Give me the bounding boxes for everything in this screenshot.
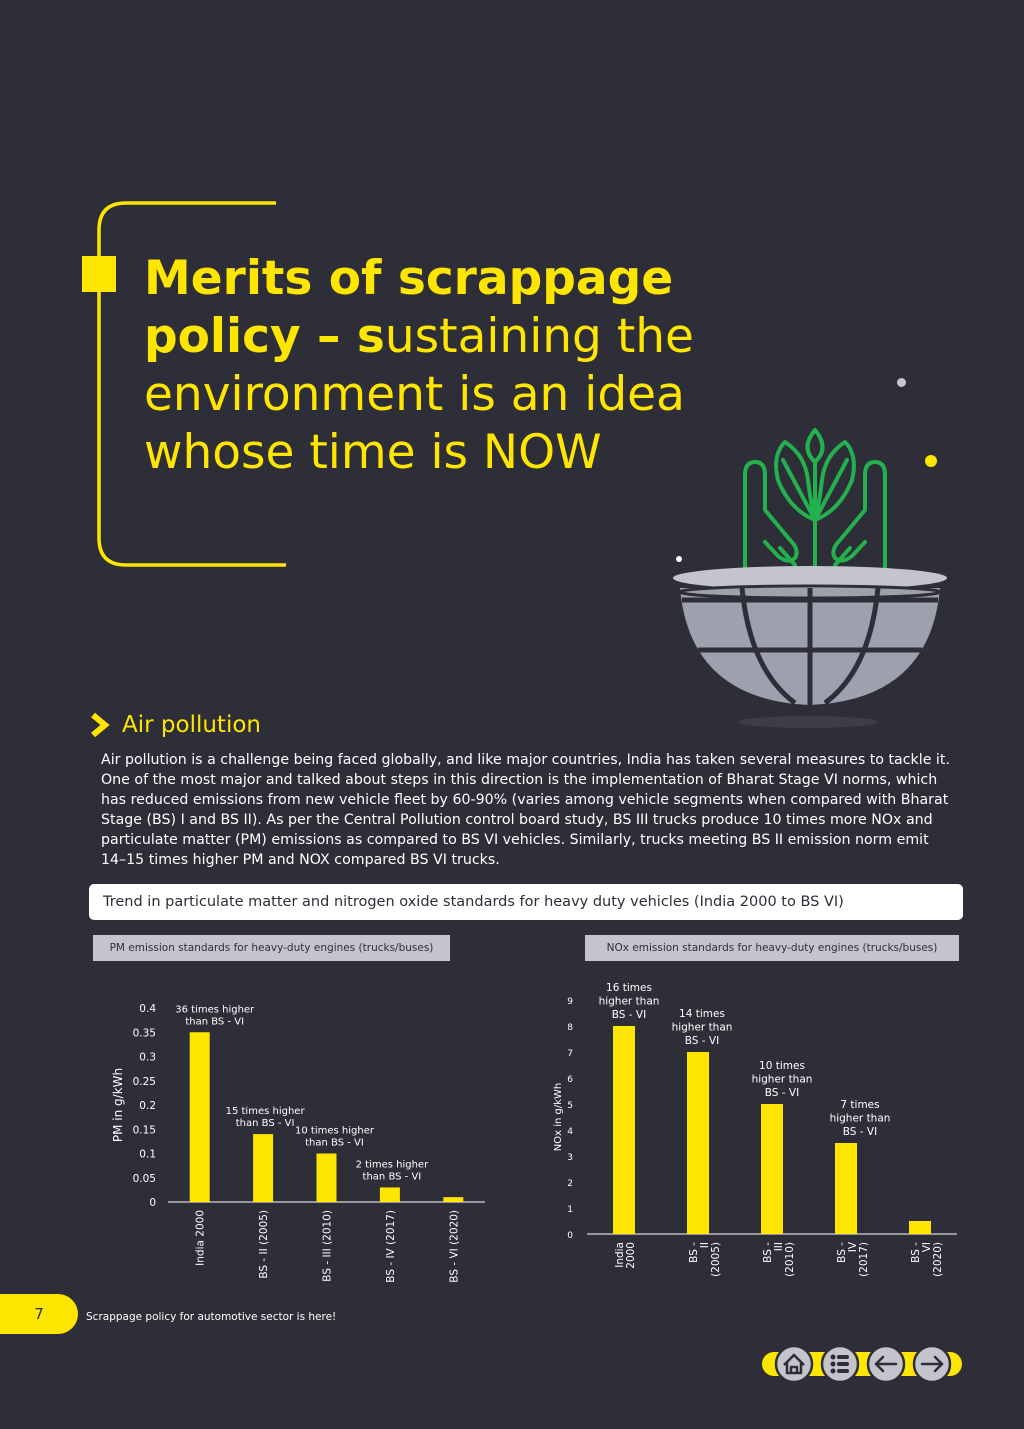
bar: [909, 1221, 931, 1234]
x-category-label: BS -IV(2017): [836, 1242, 870, 1277]
bar: [380, 1187, 400, 1202]
y-tick-label: 0.4: [139, 1003, 156, 1015]
bar: [317, 1154, 337, 1203]
x-category-label: BS -III(2010): [762, 1242, 796, 1277]
page-number: 7: [34, 1305, 44, 1323]
y-tick-label: 0.3: [139, 1051, 156, 1064]
chevron-right-icon: [88, 712, 114, 738]
x-category-label: BS - II (2005): [258, 1210, 271, 1279]
x-category-label: India 2000: [194, 1210, 207, 1266]
menu-button[interactable]: [822, 1346, 858, 1382]
previous-page-button[interactable]: [868, 1346, 904, 1382]
section-heading: [88, 710, 261, 740]
bar: [190, 1032, 210, 1202]
y-tick-label: 0: [149, 1197, 156, 1209]
bar-annotation: 7 times higher than BS - VI: [829, 1099, 891, 1138]
y-axis-label: PM in g/kWh: [111, 1067, 125, 1143]
y-tick-label: 4: [567, 1127, 573, 1137]
next-page-button[interactable]: [914, 1346, 950, 1382]
bar-annotation: 2 times higher than BS - VI: [355, 1159, 429, 1183]
y-tick-label: 0.15: [132, 1124, 156, 1137]
y-tick-label: 3: [567, 1153, 573, 1163]
trend-title: Trend in particulate matter and nitrogen oxide standards for heavy duty vehicles (India 2000 to BS VI): [103, 894, 844, 910]
bar-annotation: 36 times higher than BS - VI: [175, 1004, 255, 1028]
section-heading-label: Air pollution: [122, 712, 261, 738]
navigation-bar: [760, 1342, 964, 1386]
home-button[interactable]: [776, 1346, 812, 1382]
section-body: Air pollution is a challenge being faced globally, and like major countries, India has taken several measures to tackle it. One of the most major and talked about steps in this direction is the implementation of Bharat Stage VI norms, which has reduced emissions from new vehicle fleet by 60-90% (varies among vehicle segments when compared with Bharat Stage (BS) I and BS II). As per the Central Pollution control board study, BS III trucks produce 10 times more NOx and particulate matter (PM) emissions as compared to BS VI vehicles. Similarly, trucks meeting BS II emission norm emit 14–15 times higher PM and NOX compared BS VI trucks.: [101, 752, 950, 868]
y-tick-label: 0.35: [132, 1027, 156, 1040]
page-number-tab: [0, 1294, 78, 1334]
bar-annotation: 14 times higher than BS - VI: [671, 1008, 733, 1047]
bar-annotation: 15 times higher than BS - VI: [225, 1106, 305, 1130]
y-tick-label: 6: [567, 1075, 573, 1085]
y-tick-label: 2: [567, 1179, 573, 1189]
y-tick-label: 0.25: [132, 1075, 156, 1088]
globe-plant-icon: [660, 370, 960, 740]
bar-annotation: 16 times higher than BS - VI: [598, 982, 660, 1021]
y-tick-label: 8: [567, 1023, 573, 1033]
y-tick-label: 0.05: [132, 1172, 156, 1185]
y-tick-label: 0.2: [139, 1100, 156, 1112]
title-bold: Merits of scrappage policy – s: [144, 251, 674, 364]
x-category-label: BS -VI(2020): [910, 1242, 944, 1277]
menu-icon: [831, 1355, 850, 1374]
y-tick-label: 9: [567, 997, 573, 1007]
trend-title-box: [89, 884, 963, 920]
y-tick-label: 7: [567, 1049, 573, 1059]
bar-annotation: 10 times higher than BS - VI: [751, 1060, 813, 1099]
bar: [761, 1104, 783, 1234]
bar: [687, 1052, 709, 1234]
x-category-label: BS -II(2005): [688, 1242, 722, 1277]
y-tick-label: 0: [567, 1231, 573, 1241]
footer-text: Scrappage policy for automotive sector is here!: [86, 1311, 337, 1323]
x-category-label: BS - III (2010): [321, 1210, 334, 1282]
y-axis-label: NOx in g/kWh: [553, 1082, 564, 1152]
nox-chart-title: NOx emission standards for heavy-duty engines (trucks/buses): [585, 935, 959, 961]
bar: [443, 1197, 463, 1202]
bar: [613, 1026, 635, 1234]
x-category-label: BS - VI (2020): [448, 1210, 461, 1283]
x-category-label: BS - IV (2017): [384, 1210, 397, 1283]
bar: [835, 1143, 857, 1234]
nox-chart: [545, 975, 965, 1290]
y-tick-label: 5: [567, 1101, 573, 1111]
pm-chart: [100, 990, 500, 1290]
title-regular: ustaining the environment is an idea whose time is NOW: [144, 309, 694, 480]
bar: [253, 1134, 273, 1202]
x-category-label: India2000: [614, 1242, 637, 1269]
pm-chart-title: PM emission standards for heavy-duty engines (trucks/buses): [93, 935, 450, 961]
bar-annotation: 10 times higher than BS - VI: [295, 1125, 374, 1149]
title-square-marker: [82, 256, 116, 292]
y-tick-label: 1: [567, 1205, 573, 1215]
y-tick-label: 0.1: [139, 1148, 156, 1161]
